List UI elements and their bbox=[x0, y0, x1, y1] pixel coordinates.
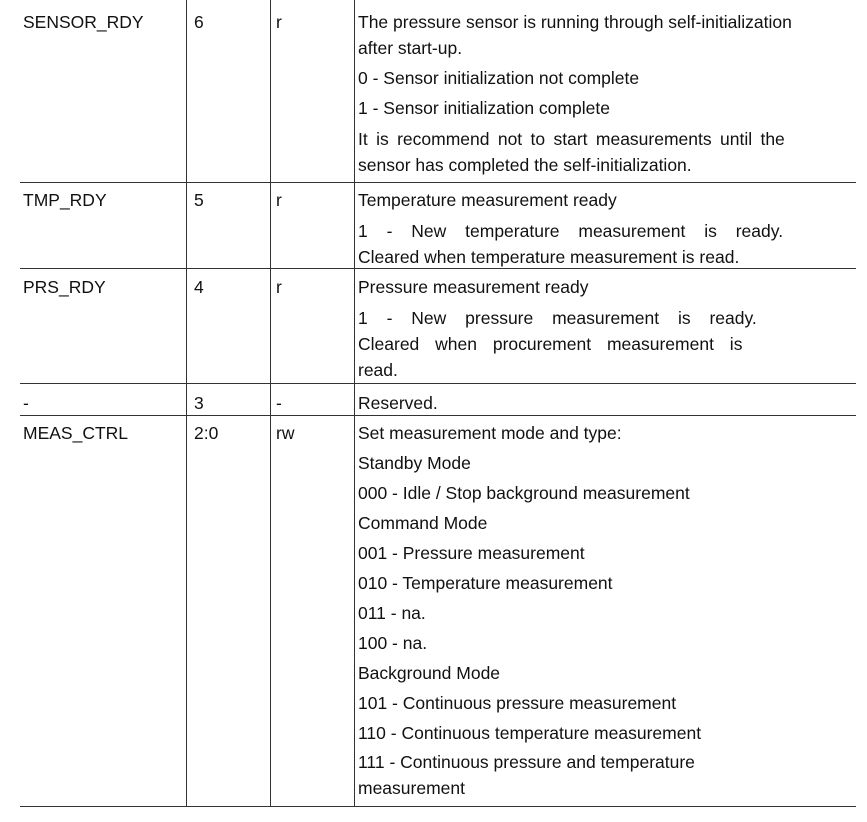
bit-cell bbox=[186, 269, 270, 384]
type-value: r bbox=[276, 12, 282, 32]
description-cell bbox=[354, 0, 856, 182]
field-name-cell bbox=[20, 416, 186, 807]
description-line: Reserved. bbox=[358, 393, 438, 413]
bit-cell bbox=[186, 0, 270, 182]
bit-value: 4 bbox=[194, 277, 204, 297]
description-cell bbox=[354, 416, 856, 807]
description-line: 1 - Sensor initialization complete bbox=[358, 98, 610, 118]
description-line: Temperature measurement ready bbox=[358, 190, 617, 210]
description-line: 101 - Continuous pressure measurement bbox=[358, 693, 677, 713]
type-value: r bbox=[276, 190, 282, 210]
field-name-cell bbox=[20, 183, 186, 269]
bit-value: 2:0 bbox=[194, 423, 219, 443]
description-line: 110 - Continuous temperature measurement bbox=[358, 723, 702, 743]
bit-cell bbox=[186, 416, 270, 807]
field-name: SENSOR_RDY bbox=[23, 12, 144, 32]
description-line: Pressure measurement ready bbox=[358, 277, 589, 297]
type-cell bbox=[270, 0, 354, 182]
description-line: measurement bbox=[358, 778, 465, 798]
description-line: 111 - Continuous pressure and temperature bbox=[358, 752, 695, 772]
field-name: - bbox=[23, 393, 29, 413]
description-line: It is recommend not to start measurements until the bbox=[358, 129, 785, 149]
type-cell bbox=[270, 384, 354, 416]
table-row bbox=[20, 0, 856, 182]
bit-value: 3 bbox=[194, 393, 204, 413]
description-line: after start-up. bbox=[358, 38, 463, 58]
description-line: 001 - Pressure measurement bbox=[358, 543, 585, 563]
type-value: rw bbox=[276, 423, 295, 443]
bit-value: 6 bbox=[194, 12, 204, 32]
field-name: TMP_RDY bbox=[23, 190, 107, 210]
description-line: 1 - New temperature measurement is ready. bbox=[358, 221, 784, 241]
type-cell bbox=[270, 183, 354, 269]
description-line: Cleared when procurement measurement is bbox=[358, 334, 743, 354]
field-name-cell bbox=[20, 269, 186, 384]
description-line: Set measurement mode and type: bbox=[358, 423, 622, 443]
field-name-cell bbox=[20, 384, 186, 416]
description-cell bbox=[354, 269, 856, 384]
description-line: Cleared when temperature measurement is read. bbox=[358, 247, 740, 267]
description-line: 0 - Sensor initialization not complete bbox=[358, 68, 640, 88]
type-cell bbox=[270, 416, 354, 807]
field-name-cell bbox=[20, 0, 186, 182]
bit-value: 5 bbox=[194, 190, 204, 210]
description-line: Standby Mode bbox=[358, 453, 471, 473]
table-bottom-border bbox=[20, 806, 856, 807]
description-line: 1 - New pressure measurement is ready. bbox=[358, 308, 757, 328]
type-cell bbox=[270, 269, 354, 384]
table-row bbox=[20, 383, 856, 416]
description-line: Background Mode bbox=[358, 663, 501, 683]
table-row bbox=[20, 182, 856, 269]
description-line: 010 - Temperature measurement bbox=[358, 573, 613, 593]
bit-cell bbox=[186, 183, 270, 269]
description-line: sensor has completed the self-initialization. bbox=[358, 155, 692, 175]
table-row bbox=[20, 415, 856, 807]
type-value: r bbox=[276, 277, 282, 297]
description-cell bbox=[354, 384, 856, 416]
field-name: MEAS_CTRL bbox=[23, 423, 129, 443]
description-line: 000 - Idle / Stop background measurement bbox=[358, 483, 690, 503]
description-line: 100 - na. bbox=[358, 633, 428, 653]
description-line: The pressure sensor is running through self-initialization bbox=[358, 12, 792, 32]
bit-cell bbox=[186, 384, 270, 416]
description-line: 011 - na. bbox=[358, 603, 426, 623]
description-line: Command Mode bbox=[358, 513, 488, 533]
type-value: - bbox=[276, 393, 282, 413]
description-line: read. bbox=[358, 360, 398, 380]
table-row bbox=[20, 268, 856, 384]
description-cell bbox=[354, 183, 856, 269]
field-name: PRS_RDY bbox=[23, 277, 106, 297]
